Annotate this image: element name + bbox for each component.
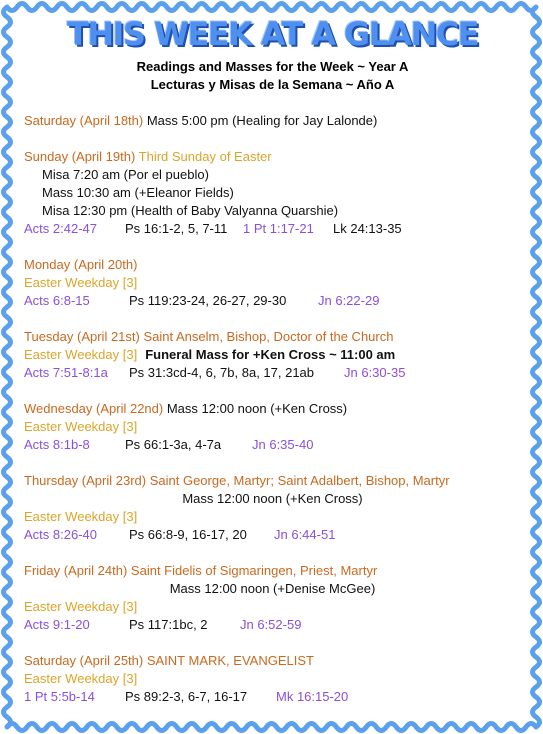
weekday-label: Easter Weekday [3]: [24, 599, 138, 614]
readings-row: [24, 616, 521, 634]
weekday-label: Easter Weekday [3]: [24, 347, 138, 362]
mass-time: Mass 12:00 noon (+Denise McGee): [169, 581, 376, 596]
day-date: Friday (April 24th) Saint Fidelis of Sigmaringen, Priest, Martyr: [24, 563, 378, 578]
day-fri-24: [24, 562, 521, 634]
readings-row: [24, 436, 521, 454]
weekday-label: Easter Weekday [3]: [24, 509, 138, 524]
weekday-label: Easter Weekday [3]: [24, 419, 138, 434]
readings-row: [24, 292, 521, 310]
page-title: THIS WEEK AT A GLANCE: [67, 15, 478, 53]
feast-name: Third Sunday of Easter: [135, 149, 272, 164]
reading-gospel: Lk 24:13-35: [333, 221, 402, 236]
day-date: Monday (April 20th): [24, 257, 138, 272]
reading-first: Acts 2:42-47: [24, 221, 97, 236]
weekday-label: Easter Weekday [3]: [24, 671, 138, 686]
readings-row: [24, 220, 521, 238]
reading-psalm: Ps 16:1-2, 5, 7-11: [125, 221, 228, 236]
mass-time: Misa 12:30 pm (Health of Baby Valyanna Quarshie): [42, 203, 339, 218]
mass-time: Mass 5:00 pm (Healing for Jay Lalonde): [143, 113, 378, 128]
reading-first: Acts 6:8-15: [24, 293, 90, 308]
reading-first: Acts 8:1b-8: [24, 437, 90, 452]
reading-gospel: Mk 16:15-20: [276, 689, 349, 704]
reading-gospel: Jn 6:22-29: [318, 293, 380, 308]
day-sat-18: [24, 112, 521, 130]
reading-psalm: Ps 66:1-3a, 4-7a: [125, 437, 222, 452]
mass-time: Mass 10:30 am (+Eleanor Fields): [42, 185, 234, 200]
readings-row: [24, 688, 521, 706]
day-date: Wednesday (April 22nd): [24, 401, 164, 416]
reading-gospel: Jn 6:35-40: [252, 437, 314, 452]
readings-row: [24, 526, 521, 544]
reading-psalm: Ps 119:23-24, 26-27, 29-30: [129, 293, 287, 308]
reading-psalm: Ps 117:1bc, 2: [129, 617, 208, 632]
reading-gospel: Jn 6:30-35: [344, 365, 406, 380]
day-thu-23: [24, 472, 521, 544]
reading-first: Acts 8:26-40: [24, 527, 97, 542]
reading-second: 1 Pt 1:17-21: [243, 221, 314, 236]
day-mon-20: [24, 256, 521, 310]
reading-first: Acts 9:1-20: [24, 617, 90, 632]
day-tue-21: [24, 328, 521, 382]
reading-first: Acts 7:51-8:1a: [24, 365, 108, 380]
weekday-label: Easter Weekday [3]: [24, 275, 138, 290]
day-date: Sunday (April 19th): [24, 149, 136, 164]
day-date: Saturday (April 18th): [24, 113, 144, 128]
day-date: Tuesday (April 21st) Saint Anselm, Bishop, Doctor of the Church: [24, 329, 394, 344]
readings-row: [24, 364, 521, 382]
mass-time: Mass 12:00 noon (+Ken Cross): [182, 491, 363, 506]
mass-time: Misa 7:20 am (Por el pueblo): [42, 167, 209, 182]
day-wed-22: [24, 400, 521, 454]
funeral-notice: Funeral Mass for +Ken Cross ~ 11:00 am: [145, 347, 396, 362]
day-date: Saturday (April 25th) SAINT MARK, EVANGELIST: [24, 653, 314, 668]
day-sat-25: [24, 652, 521, 706]
day-date: Thursday (April 23rd) Saint George, Martyr; Saint Adalbert, Bishop, Martyr: [24, 473, 450, 488]
reading-gospel: Jn 6:52-59: [240, 617, 302, 632]
reading-gospel: Jn 6:44-51: [274, 527, 336, 542]
reading-psalm: Ps 31:3cd-4, 6, 7b, 8a, 17, 21ab: [129, 365, 315, 380]
subtitle-spanish: Lecturas y Misas de la Semana ~ Año A: [150, 77, 395, 92]
reading-first: 1 Pt 5:5b-14: [24, 689, 95, 704]
subtitle-english: Readings and Masses for the Week ~ Year A: [136, 59, 409, 74]
schedule-page: [24, 14, 521, 706]
reading-psalm: Ps 66:8-9, 16-17, 20: [129, 527, 247, 542]
mass-time: Mass 12:00 noon (+Ken Cross): [163, 401, 348, 416]
reading-psalm: Ps 89:2-3, 6-7, 16-17: [125, 689, 248, 704]
day-sun-19: [24, 148, 521, 238]
